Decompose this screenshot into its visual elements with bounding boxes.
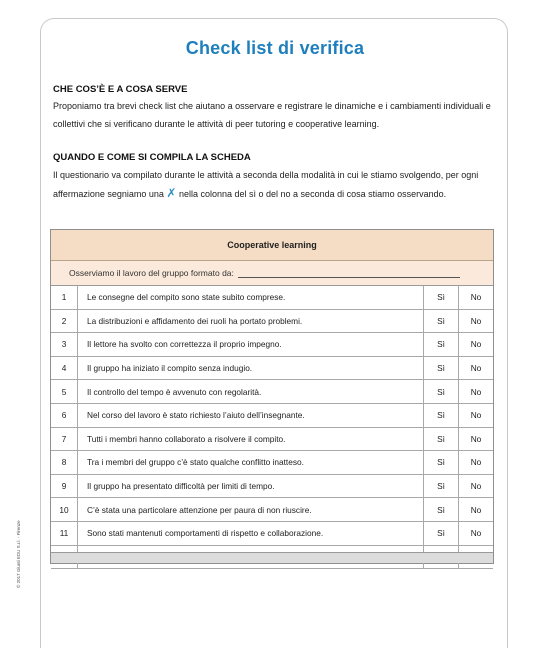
no-checkbox-cell[interactable]: No xyxy=(470,504,482,515)
no-checkbox-cell[interactable]: No xyxy=(470,433,482,444)
row-number: 5 xyxy=(51,380,78,403)
row-statement: Tra i membri del gruppo c’è stato qualche conflitto inatteso. xyxy=(78,451,424,474)
row-statement: Il gruppo ha presentato difficoltà per limiti di tempo. xyxy=(78,475,424,498)
yes-checkbox-cell[interactable]: Sì xyxy=(424,357,459,380)
section-text-how xyxy=(53,166,499,203)
table-header: Cooperative learning xyxy=(51,230,493,261)
row-statement: Le consegne del compito sono state subito comprese. xyxy=(78,286,424,309)
row-statement: Il controllo del tempo è avvenuto con regolarità. xyxy=(78,380,424,403)
table-row xyxy=(51,380,493,404)
row-number: 7 xyxy=(51,428,78,451)
cross-mark-icon: ✗ xyxy=(166,186,177,200)
group-label: Osserviamo il lavoro del gruppo formato da: xyxy=(69,268,234,278)
no-checkbox-cell[interactable]: No xyxy=(470,292,482,303)
how-text-start: Il questionario va compilato durante le attività a seconda della modalità in cui le stiamo svolgendo, per ogni affermazione segniamo una xyxy=(53,170,479,199)
table-row xyxy=(51,286,493,310)
table-row xyxy=(51,333,493,357)
row-statement: Nel corso del lavoro è stato richiesto l’aiuto dell’insegnante. xyxy=(78,404,424,427)
yes-checkbox-cell[interactable]: Sì xyxy=(424,451,459,474)
row-statement: Tutti i membri hanno collaborato a risolvere il compito. xyxy=(78,428,424,451)
row-number: 6 xyxy=(51,404,78,427)
table-subheader xyxy=(51,261,493,286)
no-checkbox-cell[interactable]: No xyxy=(470,481,482,492)
row-number: 2 xyxy=(51,310,78,333)
no-checkbox-cell[interactable]: No xyxy=(470,386,482,397)
yes-checkbox-cell[interactable]: Sì xyxy=(424,404,459,427)
no-checkbox-cell[interactable]: No xyxy=(470,363,482,374)
table-rows xyxy=(51,286,493,569)
table-row xyxy=(51,522,493,546)
checklist-table xyxy=(50,229,494,564)
row-number: 9 xyxy=(51,475,78,498)
yes-checkbox-cell[interactable]: Sì xyxy=(424,498,459,521)
side-credit: © 2017 Giunti EDU S.r.l. - Firenze xyxy=(16,520,21,588)
no-checkbox-cell[interactable]: No xyxy=(470,410,482,421)
no-checkbox-cell[interactable]: No xyxy=(470,457,482,468)
no-checkbox-cell[interactable]: No xyxy=(470,315,482,326)
no-checkbox-cell[interactable]: No xyxy=(470,528,482,539)
row-statement: La distribuzioni e affidamento dei ruoli ha portato problemi. xyxy=(78,310,424,333)
row-number: 8 xyxy=(51,451,78,474)
table-row xyxy=(51,451,493,475)
table-row xyxy=(51,357,493,381)
group-name-blank-line[interactable] xyxy=(238,268,460,278)
table-row xyxy=(51,404,493,428)
yes-checkbox-cell[interactable]: Sì xyxy=(424,310,459,333)
row-statement: Il gruppo ha iniziato il compito senza indugio. xyxy=(78,357,424,380)
yes-checkbox-cell[interactable]: Sì xyxy=(424,380,459,403)
yes-checkbox-cell[interactable]: Sì xyxy=(424,475,459,498)
row-number: 4 xyxy=(51,357,78,380)
table-row xyxy=(51,310,493,334)
table-footer-band xyxy=(51,552,493,563)
row-statement: C’è stata una particolare attenzione per paura di non riuscire. xyxy=(78,498,424,521)
section-heading-purpose: CHE COS’È E A COSA SERVE xyxy=(53,84,188,95)
row-number: 1 xyxy=(51,286,78,309)
no-checkbox-cell[interactable]: No xyxy=(470,339,482,350)
yes-checkbox-cell[interactable]: Sì xyxy=(424,428,459,451)
row-number: 3 xyxy=(51,333,78,356)
table-row xyxy=(51,475,493,499)
yes-checkbox-cell[interactable]: Sì xyxy=(424,522,459,545)
how-text-end: nella colonna del sì o del no a seconda di cosa stiamo osservando. xyxy=(176,189,447,199)
row-number: 11 xyxy=(51,522,78,545)
row-number: 10 xyxy=(51,498,78,521)
row-statement: Sono stati mantenuti comportamenti di rispetto e collaborazione. xyxy=(78,522,424,545)
section-heading-how: QUANDO E COME SI COMPILA LA SCHEDA xyxy=(53,152,251,163)
table-row xyxy=(51,498,493,522)
page-title: Check list di verifica xyxy=(185,38,365,58)
yes-checkbox-cell[interactable]: Sì xyxy=(424,333,459,356)
row-statement: Il lettore ha svolto con correttezza il proprio impegno. xyxy=(78,333,424,356)
table-row xyxy=(51,428,493,452)
section-text-purpose: Proponiamo tra brevi check list che aiutano a osservare e registrare le dinamiche e i cambiamenti individuali e collettivi che si verificano durante le attività di peer tutoring e cooperative learning. xyxy=(53,101,491,129)
yes-checkbox-cell[interactable]: Sì xyxy=(424,286,459,309)
